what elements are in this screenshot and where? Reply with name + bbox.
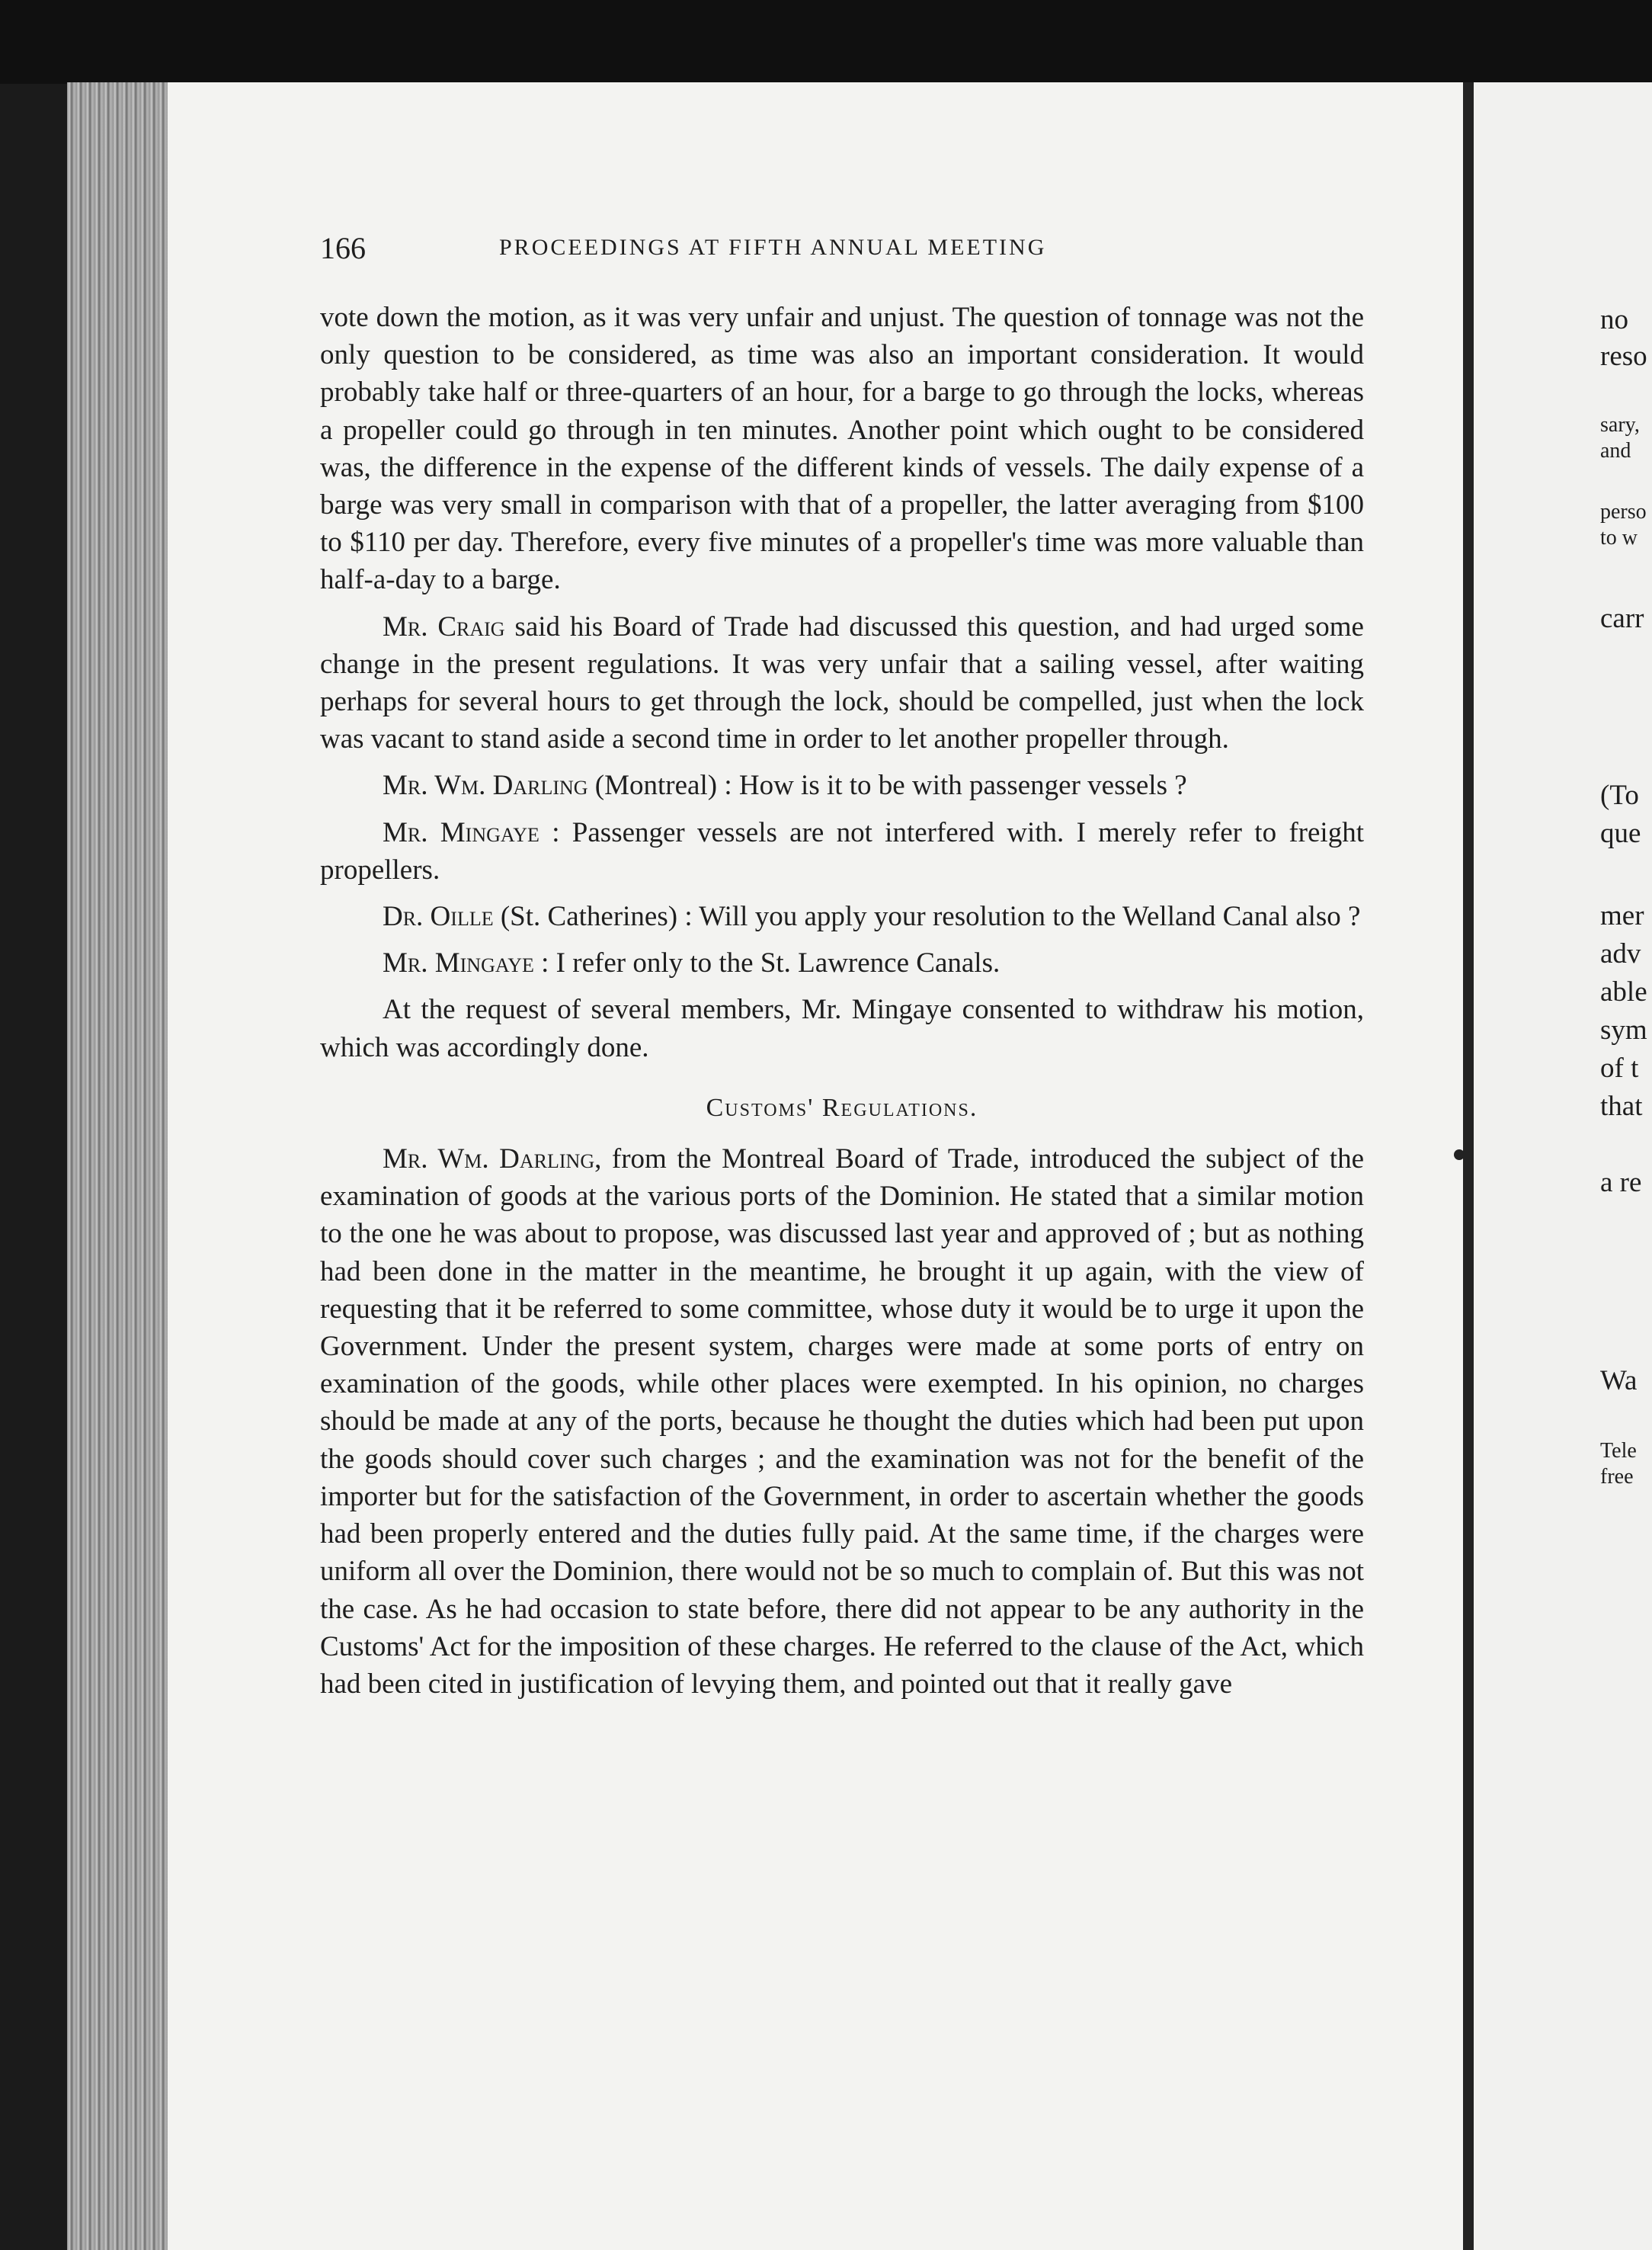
right-page-fragment: Wa	[1600, 1365, 1638, 1396]
right-page-fragment: no	[1600, 304, 1628, 335]
paragraph-text: (St. Catherines) : Will you apply your resolution to the Welland Canal also ?	[493, 901, 1361, 933]
ink-smudge	[1454, 1149, 1465, 1160]
speaker-name: Mr. Craig	[383, 611, 505, 643]
speaker-name: Mr. Mingaye	[383, 816, 539, 848]
speaker-name: Mr. Wm. Darling	[383, 1143, 595, 1175]
right-page-fragment: reso	[1600, 341, 1647, 372]
book-gutter	[1463, 82, 1474, 2250]
right-page-fragment: that	[1600, 1091, 1643, 1122]
paragraph-text: vote down the motion, as it was very unfair and unjust. The question of tonnage was not the only question to be considered, as time was also an important consideration. It would probably take half or three-quarters of an hour, for a barge to go through the locks, whereas a propeller could go through in ten minutes. Another point which ought to be considered was, the difference in the expense of the different kinds of vessels. The daily expense of a barge was very small in comparison with that of a propeller, the latter averaging from $100 to $110 per day. Therefore, every five minutes of a propeller's time was more valuable than half-a-day to a barge.	[320, 302, 1364, 596]
paragraph	[320, 944, 1364, 982]
right-page-fragment: carr	[1600, 603, 1644, 634]
right-page-fragment: to w	[1600, 526, 1638, 550]
paragraph	[320, 898, 1364, 935]
paragraph-text: , from the Montreal Board of Trade, introduced the subject of the examination of goods at the various ports of the Dominion. He stated that a similar motion to the one he was about to propose, was discussed last year and approved of ; but as nothing had been done in the matter in the meantime, he brought it up again, with the view of requesting that it be referred to some committee, whose duty it would be to urge it upon the Government. Under the present system, charges were made at some ports of entry on examination of the goods, while other places were exempted. In his opinion, no charges should be made at any of the ports, because he thought the duties which had been put upon the goods should cover such charges ; and the examination was not for the benefit of the importer but for the satisfaction of the Government, in order to ascertain whether the goods had been properly entered and the duties fully paid. At the same time, if the charges were uniform all over the Dominion, there would not be so much to complain of. But this was not the case. As he had occasion to state before, there did not appear to be any authority in the Customs' Act for the imposition of these charges. He referred to the clause of the Act, which had been cited in justification of levying them, and pointed out that it really gave	[320, 1143, 1364, 1700]
running-head	[320, 230, 1364, 268]
right-page-fragment: que	[1600, 818, 1641, 849]
right-page-fragment: and	[1600, 439, 1631, 463]
page-number: 166	[320, 231, 366, 265]
right-page-fragment: of t	[1600, 1053, 1639, 1084]
right-page-fragment: sym	[1600, 1014, 1647, 1046]
paragraph	[320, 991, 1364, 1066]
paragraph	[320, 814, 1364, 889]
speaker-name: Dr. Oille	[383, 901, 494, 933]
speaker-name: Mr. Mingaye	[383, 947, 534, 979]
paragraph-text: : Passenger vessels are not interfered with. I merely refer to freight propellers.	[320, 816, 1364, 886]
paragraph	[320, 299, 1364, 599]
paragraph-text: (Montreal) : How is it to be with passenger vessels ?	[587, 770, 1187, 802]
paragraph	[320, 608, 1364, 758]
right-page-fragment: adv	[1600, 938, 1641, 970]
right-page-fragment: (To	[1600, 780, 1639, 811]
paragraph-text: : I refer only to the St. Lawrence Canals.	[533, 947, 1000, 979]
right-page-fragment: a re	[1600, 1167, 1642, 1198]
section-heading: Customs' Regulations.	[706, 1093, 978, 1122]
book-page-edges	[67, 82, 168, 2250]
right-page-fragment: mer	[1600, 900, 1644, 931]
right-page-fragment: able	[1600, 976, 1647, 1008]
speaker-name: Mr. Wm. Darling	[383, 770, 588, 802]
right-page-fragment: sary,	[1600, 413, 1640, 437]
paragraph	[320, 767, 1364, 804]
running-head-title: PROCEEDINGS AT FIFTH ANNUAL MEETING	[499, 235, 1047, 260]
paragraph	[320, 1140, 1364, 1703]
paragraph-text: said his Board of Trade had discussed this question, and had urged some change in the present regulations. It was very unfair that a sailing vessel, after waiting perhaps for several hours to get through the lock, should be compelled, just when the lock was vacant to stand aside a second time in order to let another propeller through.	[320, 611, 1364, 755]
right-page-fragment: perso	[1600, 500, 1647, 524]
page-body	[320, 299, 1364, 1703]
paragraph-text: At the request of several members, Mr. Mingaye consented to withdraw his motion, which was accordingly done.	[320, 994, 1364, 1063]
right-page	[1474, 82, 1652, 2250]
right-page-fragment: Tele	[1600, 1439, 1637, 1463]
right-page-fragment: free	[1600, 1465, 1634, 1489]
scan-background	[0, 0, 1652, 84]
